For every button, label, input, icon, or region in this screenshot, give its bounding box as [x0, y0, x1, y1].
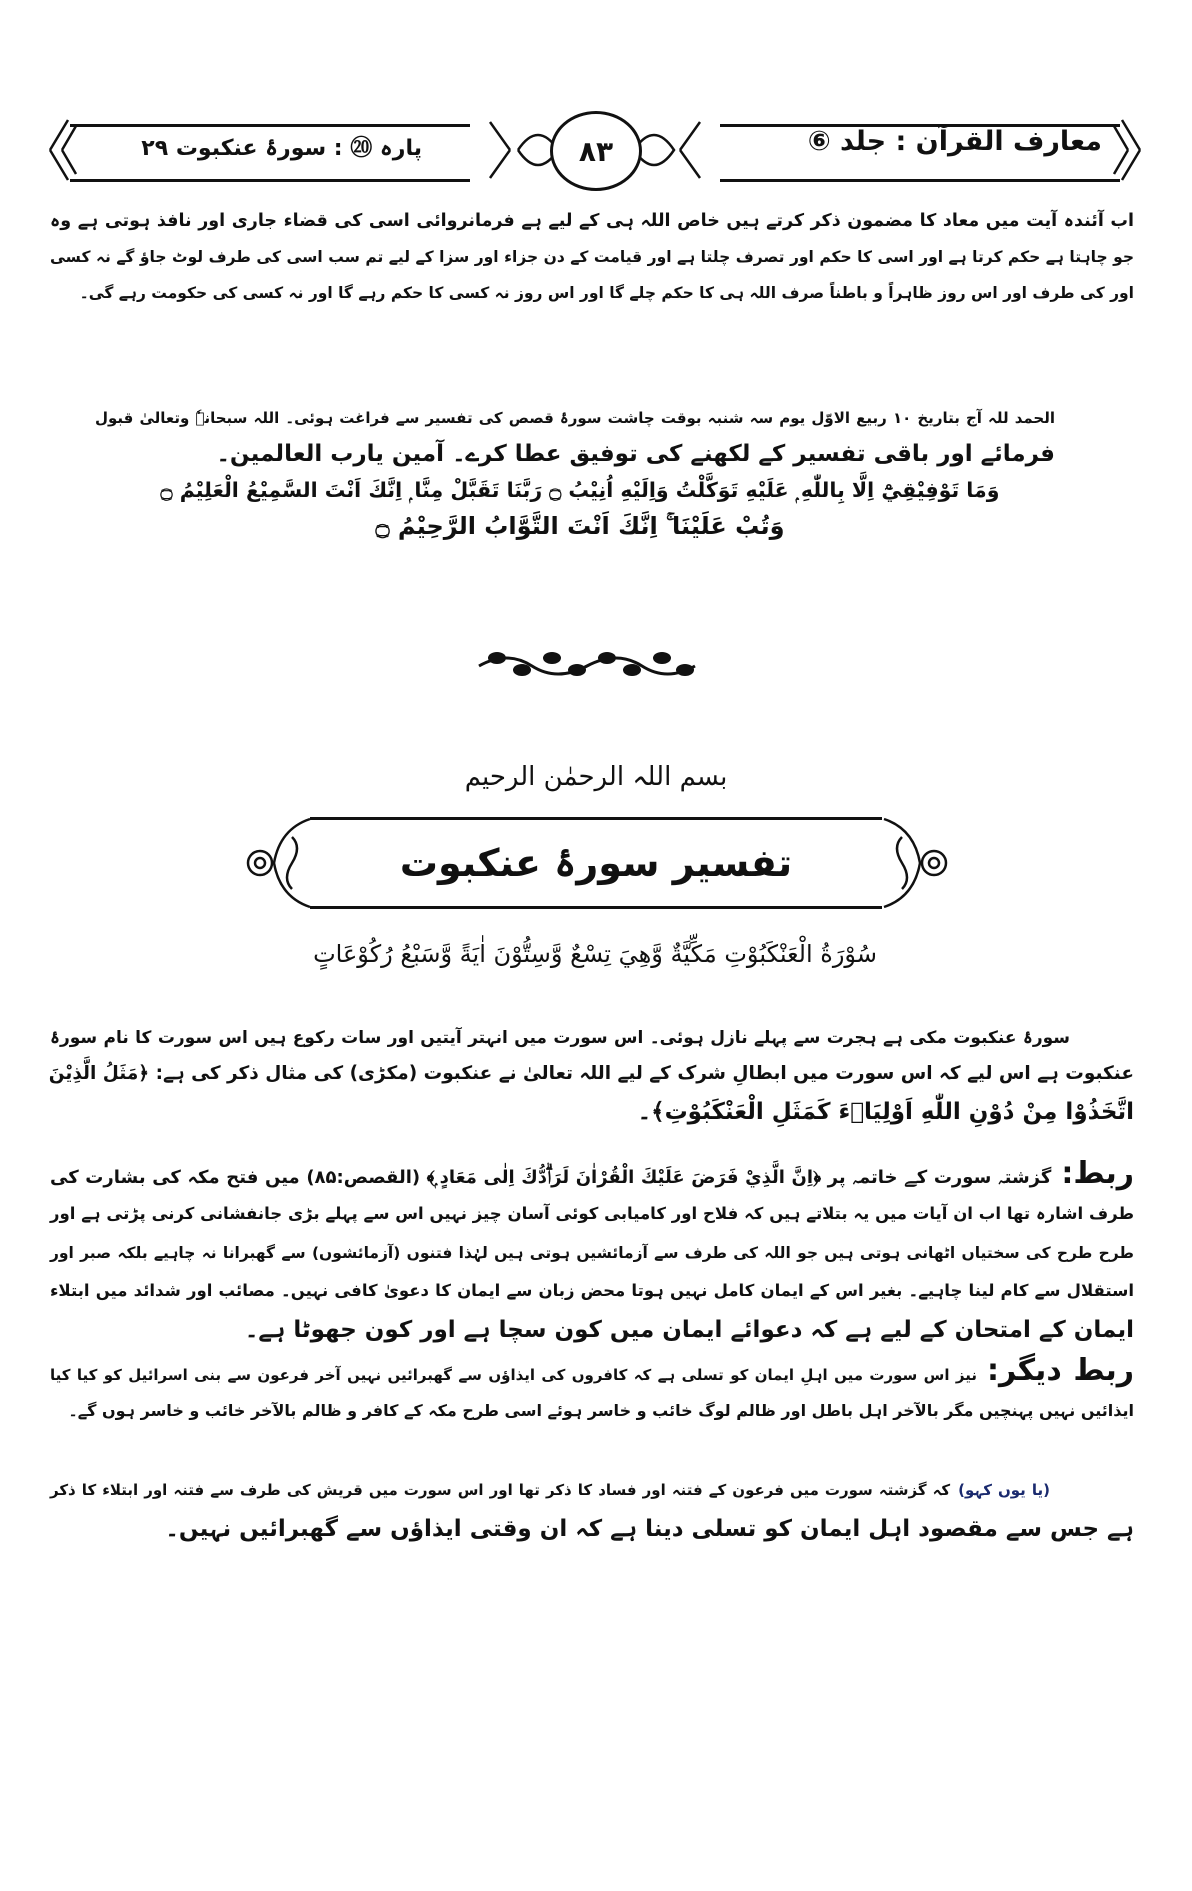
- arabic-dua-line: وَتُبْ عَلَيْنَا ۚ اِنَّكَ اَنْتَ التَّوَّابُ الرَّحِيْمُ ۝: [375, 512, 785, 540]
- rabt-digar-label: ربط دیگر:: [986, 1353, 1134, 1388]
- bismillah-calligraphy: بسم اللہ الرحمٰن الرحیم: [464, 762, 728, 792]
- text-line: ہے جس سے مقصود اہل ایمان کو تسلی دینا ہے کہ ان وقتی ایذاؤں سے گھبرائیں نہیں۔: [165, 1516, 1134, 1542]
- text-line: اب آئندہ آیت میں معاد کا مضمون ذکر کرتے ہیں خاص اللہ ہی کے لیے ہے فرمانروائی اسی کی قضاء جاری اور نافذ ہوتی ہے وہ: [50, 211, 1134, 231]
- book-title: معارف القرآن : جلد ⑥: [807, 126, 1102, 157]
- rabt-label: ربط:: [1061, 1156, 1134, 1191]
- text-line: نیز اس سورت میں اہلِ ایمان کو تسلی ہے کہ کافروں کی ایذاؤں سے گھبرائیں نہیں آخر فرعون سے بنی اسرائیل کو کیا کیا: [50, 1366, 977, 1384]
- text-line: استقلال سے کام لینا چاہیے۔ بغیر اس کے ایمان کامل نہیں ہوتا محض زبان سے ایمان کا دعویٰ کافی نہیں۔ مصائب اور شدائد میں ابتلاء: [50, 1281, 1134, 1300]
- text-line: جو چاہتا ہے حکم کرتا ہے اور اسی کا حکم اور تصرف چلتا ہے اور قیامت کے دن جزاء اور سزا کے لیے تم سب اسی کی طرف لوٹ جاؤ گے نہ کسی: [50, 248, 1134, 266]
- text-line: ایمان کے امتحان کے لیے ہے کہ دعوائے ایمان میں کون سچا ہے اور کون جھوٹا ہے۔: [244, 1317, 1134, 1343]
- floral-divider-icon: [477, 648, 697, 678]
- section-title: تفسیر سورۂ عنکبوت: [310, 817, 882, 909]
- text-line: اتَّخَذُوْا مِنْ دُوْنِ اللّٰهِ اَوْلِيَاۗءَ كَمَثَلِ الْعَنْكَبُوْتِ﴾۔: [637, 1099, 1134, 1125]
- para-surah-label: پارہ ⑳ : سورۂ عنکبوت ۲۹: [141, 136, 422, 161]
- text-line: کہ گزشتہ سورت میں فرعون کے فتنہ اور فساد کا ذکر تھا اور اس سورت میں قریش کی طرف سے فتنہ اور ابتلاء کا ذکر: [50, 1481, 951, 1499]
- text-line: اور کی طرف اور اس روز ظاہراً و باطناً صرف اللہ ہی کا حکم چلے گا اور اس روز نہ کسی کا حکم رہے گا اور نہ کسی کی حکومت رہے گی۔: [79, 284, 1134, 302]
- surah-info: سُوْرَةُ الْعَنْكَبُوْتِ مَكِّيَّةٌ وَّهِيَ تِسْعٌ وَّسِتُّوْنَ اٰيَةً وَّسَبْعُ رُكُوْعَاتٍ: [313, 940, 877, 968]
- ya-yun-label: (یا یوں کہو): [958, 1481, 1050, 1499]
- page-number: ۸۳: [550, 111, 642, 191]
- text-line: عنکبوت ہے اس لیے کہ اس سورت میں ابطالِ شرک کے لیے اللہ تعالیٰ نے عنکبوت (مکڑی) کی مثال ذکر کی ہے: ﴿مَثَلُ الَّذِيْنَ: [48, 1063, 1134, 1084]
- text-line: الحمد للہ آج بتاریخ ۱۰ ربیع الاوّل یوم سہ شنبہ بوقت چاشت سورۂ قصص کی تفسیر سے فراغت ہوئی۔ اللہ سبحانہٗ وتعالیٰ قبول: [95, 409, 1055, 427]
- text-line: گزشتہ سورت کے خاتمہ پر ﴿اِنَّ الَّذِيْ فَرَضَ عَلَيْكَ الْقُرْاٰنَ لَرَاۗدُّكَ اِلٰى مَعَادٍ ۭ﴾ (القصص:۸۵) میں فتح مکہ کی بشارت کی: [50, 1167, 1052, 1188]
- text-line: سورۂ عنکبوت مکی ہے ہجرت سے پہلے نازل ہوئی۔ اس سورت میں انہتر آیتیں اور سات رکوع ہیں اس سورت کا نام سورۂ: [50, 1028, 1070, 1048]
- text-line: طرف اشارہ تھا اب ان آیات میں یہ بتلاتے ہیں کہ فلاح اور کامیابی کوئی آسان چیز نہیں اس سے پہلے بڑی جانفشانی کرنی پڑتی ہے اور: [50, 1204, 1134, 1223]
- text-line: ایذائیں نہیں پہنچیں مگر بالآخر اہل باطل اور ظالم لوگ خائب و خاسر ہوئے اسی طرح مکہ کے کافر و ظالم بالآخر خائب و خاسر ہوں گے۔: [68, 1401, 1134, 1420]
- arabic-dua-line: وَمَا تَوْفِيْقِيْٓ اِلَّا بِاللّٰهِ ۭ عَلَيْهِ تَوَكَّلْتُ وَاِلَيْهِ اُنِيْبُ ۝ رَبَّنَا تَقَبَّلْ مِنَّا ۭ اِنَّكَ اَنْتَ السَّمِيْعُ الْعَلِيْمُ ۝: [160, 478, 1000, 502]
- text-line: طرح طرح کی سختیاں اٹھانی ہوتی ہیں جو اللہ کی طرف سے آزمائشیں ہوتی ہیں لہٰذا فتنوں (آزمائشوں) سے گھبرانا نہ چاہیے بلکہ صبر اور: [50, 1244, 1134, 1262]
- text-line: فرمائے اور باقی تفسیر کے لکھنے کی توفیق عطا کرے۔ آمین یارب العالمین۔: [216, 441, 1055, 467]
